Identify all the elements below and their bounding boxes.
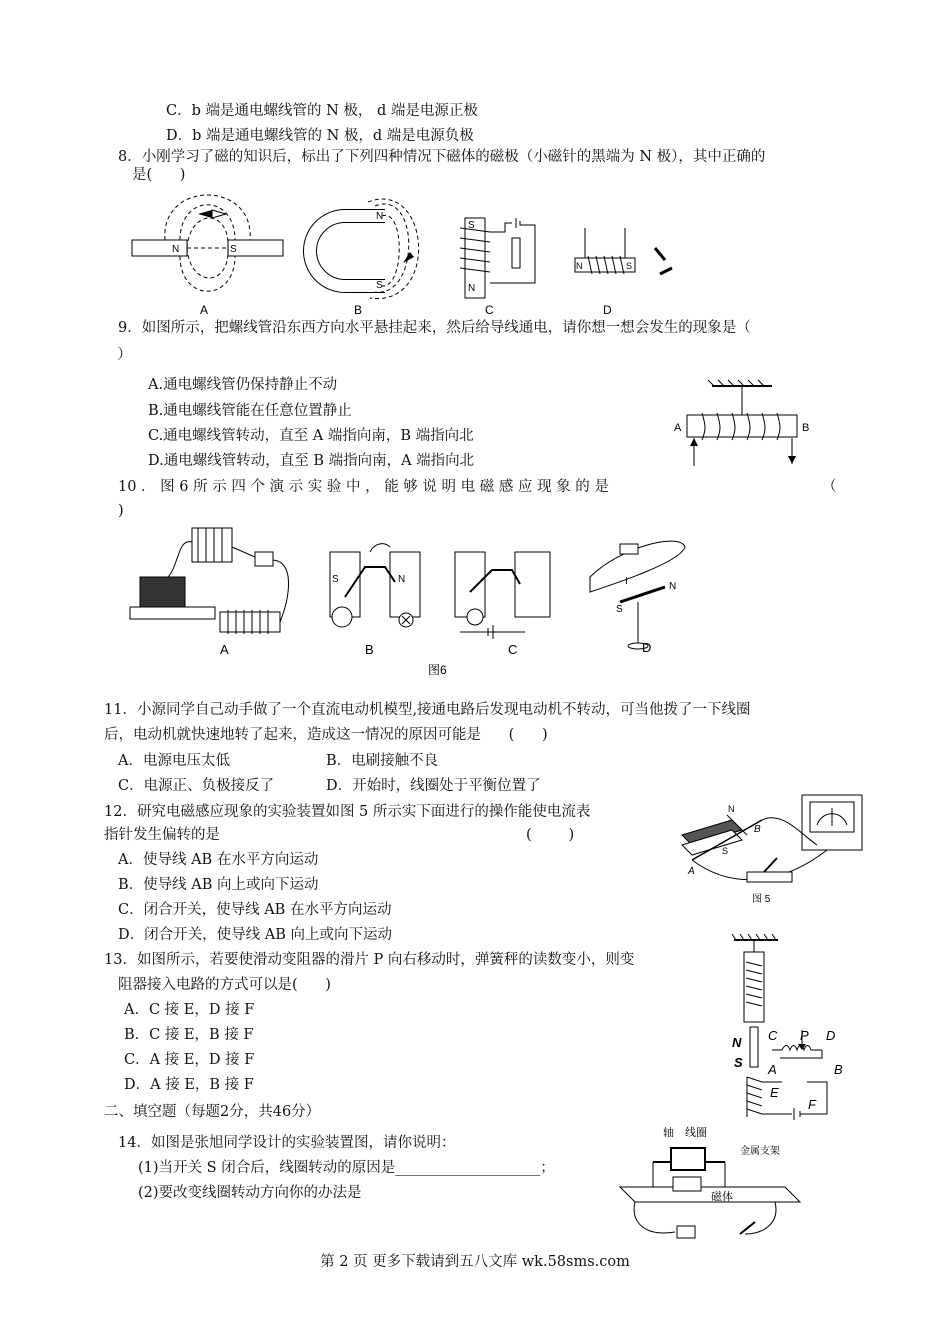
q13-fig-p: P [800, 1028, 809, 1043]
q8-label-a: A [200, 303, 209, 317]
q14-fig-coil-label: 线圈 [685, 1127, 707, 1139]
q13-fig-a: A [768, 1062, 777, 1077]
q13-option-a: A．C 接 E，D 接 F [124, 1002, 255, 1018]
q13-fig-c: C [768, 1028, 778, 1043]
section-2-heading: 二、填空题（每题2分，共46分） [104, 1104, 321, 1120]
q12-option-c: C．闭合开关，使导线 AB 在水平方向运动 [118, 902, 392, 918]
q10-fig-a [130, 528, 289, 657]
q9-stem-line1: 9．如图所示，把螺线管沿东西方向水平悬挂起来，然后给导线通电，请你想一想会发生的现象是（ [118, 320, 751, 336]
q8-stem-line2: 是( ) [132, 167, 186, 183]
q12-stem-line1: 12．研究电磁感应现象的实验装置如图 5 所示实下面进行的操作能使电流表 [104, 804, 591, 820]
q8-d-pole-n: N [576, 261, 583, 271]
q9-option-c: C.通电螺线管转动，直至 A 端指向南，B 端指向北 [148, 428, 474, 444]
q14-stem: 14．如图是张旭同学设计的实验装置图，请你说明： [118, 1135, 456, 1151]
q9-fig-end-a: A [674, 422, 682, 434]
q9-figure [672, 378, 822, 470]
q12-figure [672, 790, 872, 905]
q8-b-pole-n: N [376, 211, 384, 222]
q8-fig-a [132, 195, 283, 317]
q8-b-pole-s: S [376, 280, 383, 291]
q14-part-1: (1)当开关 S 闭合后，线圈转动的原因是____________________； [138, 1160, 555, 1176]
q7-option-c: C．b 端是通电螺线管的 N 极， d 端是电源正极 [166, 103, 478, 119]
q9-option-b: B.通电螺线管能在任意位置静止 [148, 403, 352, 419]
q10-stem-line1: 10 ． 图 6 所 示 四 个 演 示 实 验 中 ， 能 够 说 明 电 磁 感 应 现 象 的 是 [118, 479, 609, 495]
q13-fig-d: D [826, 1028, 836, 1043]
q8-label-b: B [354, 303, 363, 317]
q14-fig-magnet-label: 磁体 [711, 1191, 733, 1203]
q8-fig-d [575, 228, 672, 317]
q8-figure [120, 188, 700, 318]
svg-text:B: B [754, 824, 761, 835]
q10-fig-b [330, 544, 420, 657]
q12-answer-paren: ( ) [526, 827, 575, 843]
q10-paren-open: （ [822, 479, 837, 495]
q13-fig-b: B [834, 1062, 843, 1077]
svg-text:I: I [625, 576, 628, 587]
q14-fig-axle-label: 轴 [663, 1127, 674, 1139]
q8-a-pole-s: S [230, 244, 237, 255]
q13-fig-e: E [770, 1085, 779, 1100]
q8-c-pole-s: S [468, 220, 475, 231]
q13-fig-s: S [734, 1055, 743, 1070]
q10-stem-line2: ) [118, 503, 124, 519]
q8-label-d: D [603, 303, 612, 317]
q11-stem-line1: 11．小源同学自己动手做了一个直流电动机模型,接通电路后发现电动机不转动，可当他拨了一下线圈 [104, 702, 751, 718]
q10-figure [120, 522, 695, 682]
q12-option-b: B．使导线 AB 向上或向下运动 [118, 877, 319, 893]
svg-text:N: N [669, 581, 677, 592]
page-footer: 第 2 页 更多下载请到五八文库 wk.58sms.com [320, 1254, 630, 1270]
svg-text:A: A [688, 866, 695, 877]
svg-text:S: S [332, 574, 339, 585]
q9-fig-end-b: B [802, 422, 810, 434]
q12-stem-line2: 指针发生偏转的是 [104, 827, 220, 843]
q11-stem-line2: 后，电动机就快速地转了起来，造成这一情况的原因可能是 ( ) [104, 727, 548, 743]
q10-fig-d [590, 541, 685, 655]
q11-option-d: D．开始时，线圈处于平衡位置了 [326, 778, 541, 794]
q11-option-b: B．电刷接触不良 [326, 753, 439, 769]
q8-stem-line1: 8．小刚学习了磁的知识后，标出了下列四种情况下磁体的磁极（小磁针的黑端为 N 极），其中正确的 [118, 149, 766, 165]
q13-stem-line1: 13．如图所示，若要使滑动变阻器的滑片 P 向右移动时，弹簧秤的读数变小，则变 [104, 952, 635, 968]
svg-text:N: N [728, 804, 735, 814]
q13-option-c: C．A 接 E，D 接 F [124, 1052, 255, 1068]
q12-option-a: A．使导线 AB 在水平方向运动 [118, 852, 319, 868]
q9-option-d: D.通电螺线管转动，直至 B 端指向南，A 端指向北 [148, 453, 475, 469]
q10-label-c: C [508, 642, 518, 657]
q13-option-b: B．C 接 E，B 接 F [124, 1027, 254, 1043]
q7-option-d: D．b 端是通电螺线管的 N 极，d 端是电源负极 [166, 128, 474, 144]
q13-figure [722, 932, 852, 1132]
q11-option-a: A．电源电压太低 [118, 753, 230, 769]
q9-stem-line2: ） [108, 347, 132, 363]
q10-fig-c [455, 552, 550, 657]
svg-text:S: S [616, 604, 623, 615]
q8-label-c: C [485, 303, 494, 317]
q8-fig-b [310, 199, 419, 317]
q11-option-c: C．电源正、负极接反了 [118, 778, 275, 794]
q8-d-pole-s: S [626, 261, 633, 271]
q12-option-d: D．闭合开关，使导线 AB 向上或向下运动 [118, 927, 392, 943]
q8-fig-c [460, 218, 535, 317]
q10-label-b: B [365, 642, 374, 657]
q10-label-d: D [642, 640, 652, 655]
q13-fig-n: N [732, 1035, 742, 1050]
q8-a-pole-n: N [172, 244, 180, 255]
svg-text:N: N [398, 574, 406, 585]
q13-option-d: D．A 接 E，B 接 F [124, 1077, 254, 1093]
svg-text:S: S [722, 846, 729, 856]
q10-fig-caption: 图6 [428, 663, 447, 677]
q13-fig-f: F [808, 1097, 816, 1112]
q14-figure [615, 1122, 805, 1244]
q12-fig-caption: 图 5 [752, 894, 771, 905]
q14-fig-bracket-label: 金属支架 [740, 1146, 780, 1157]
q9-option-a: A.通电螺线管仍保持静止不动 [148, 377, 338, 393]
q10-label-a: A [220, 642, 229, 657]
q14-part-2: (2)要改变线圈转动方向你的办法是 [138, 1185, 362, 1201]
q8-c-pole-n: N [468, 283, 476, 294]
q13-stem-line2: 阻器接入电路的方式可以是( ) [118, 977, 331, 993]
